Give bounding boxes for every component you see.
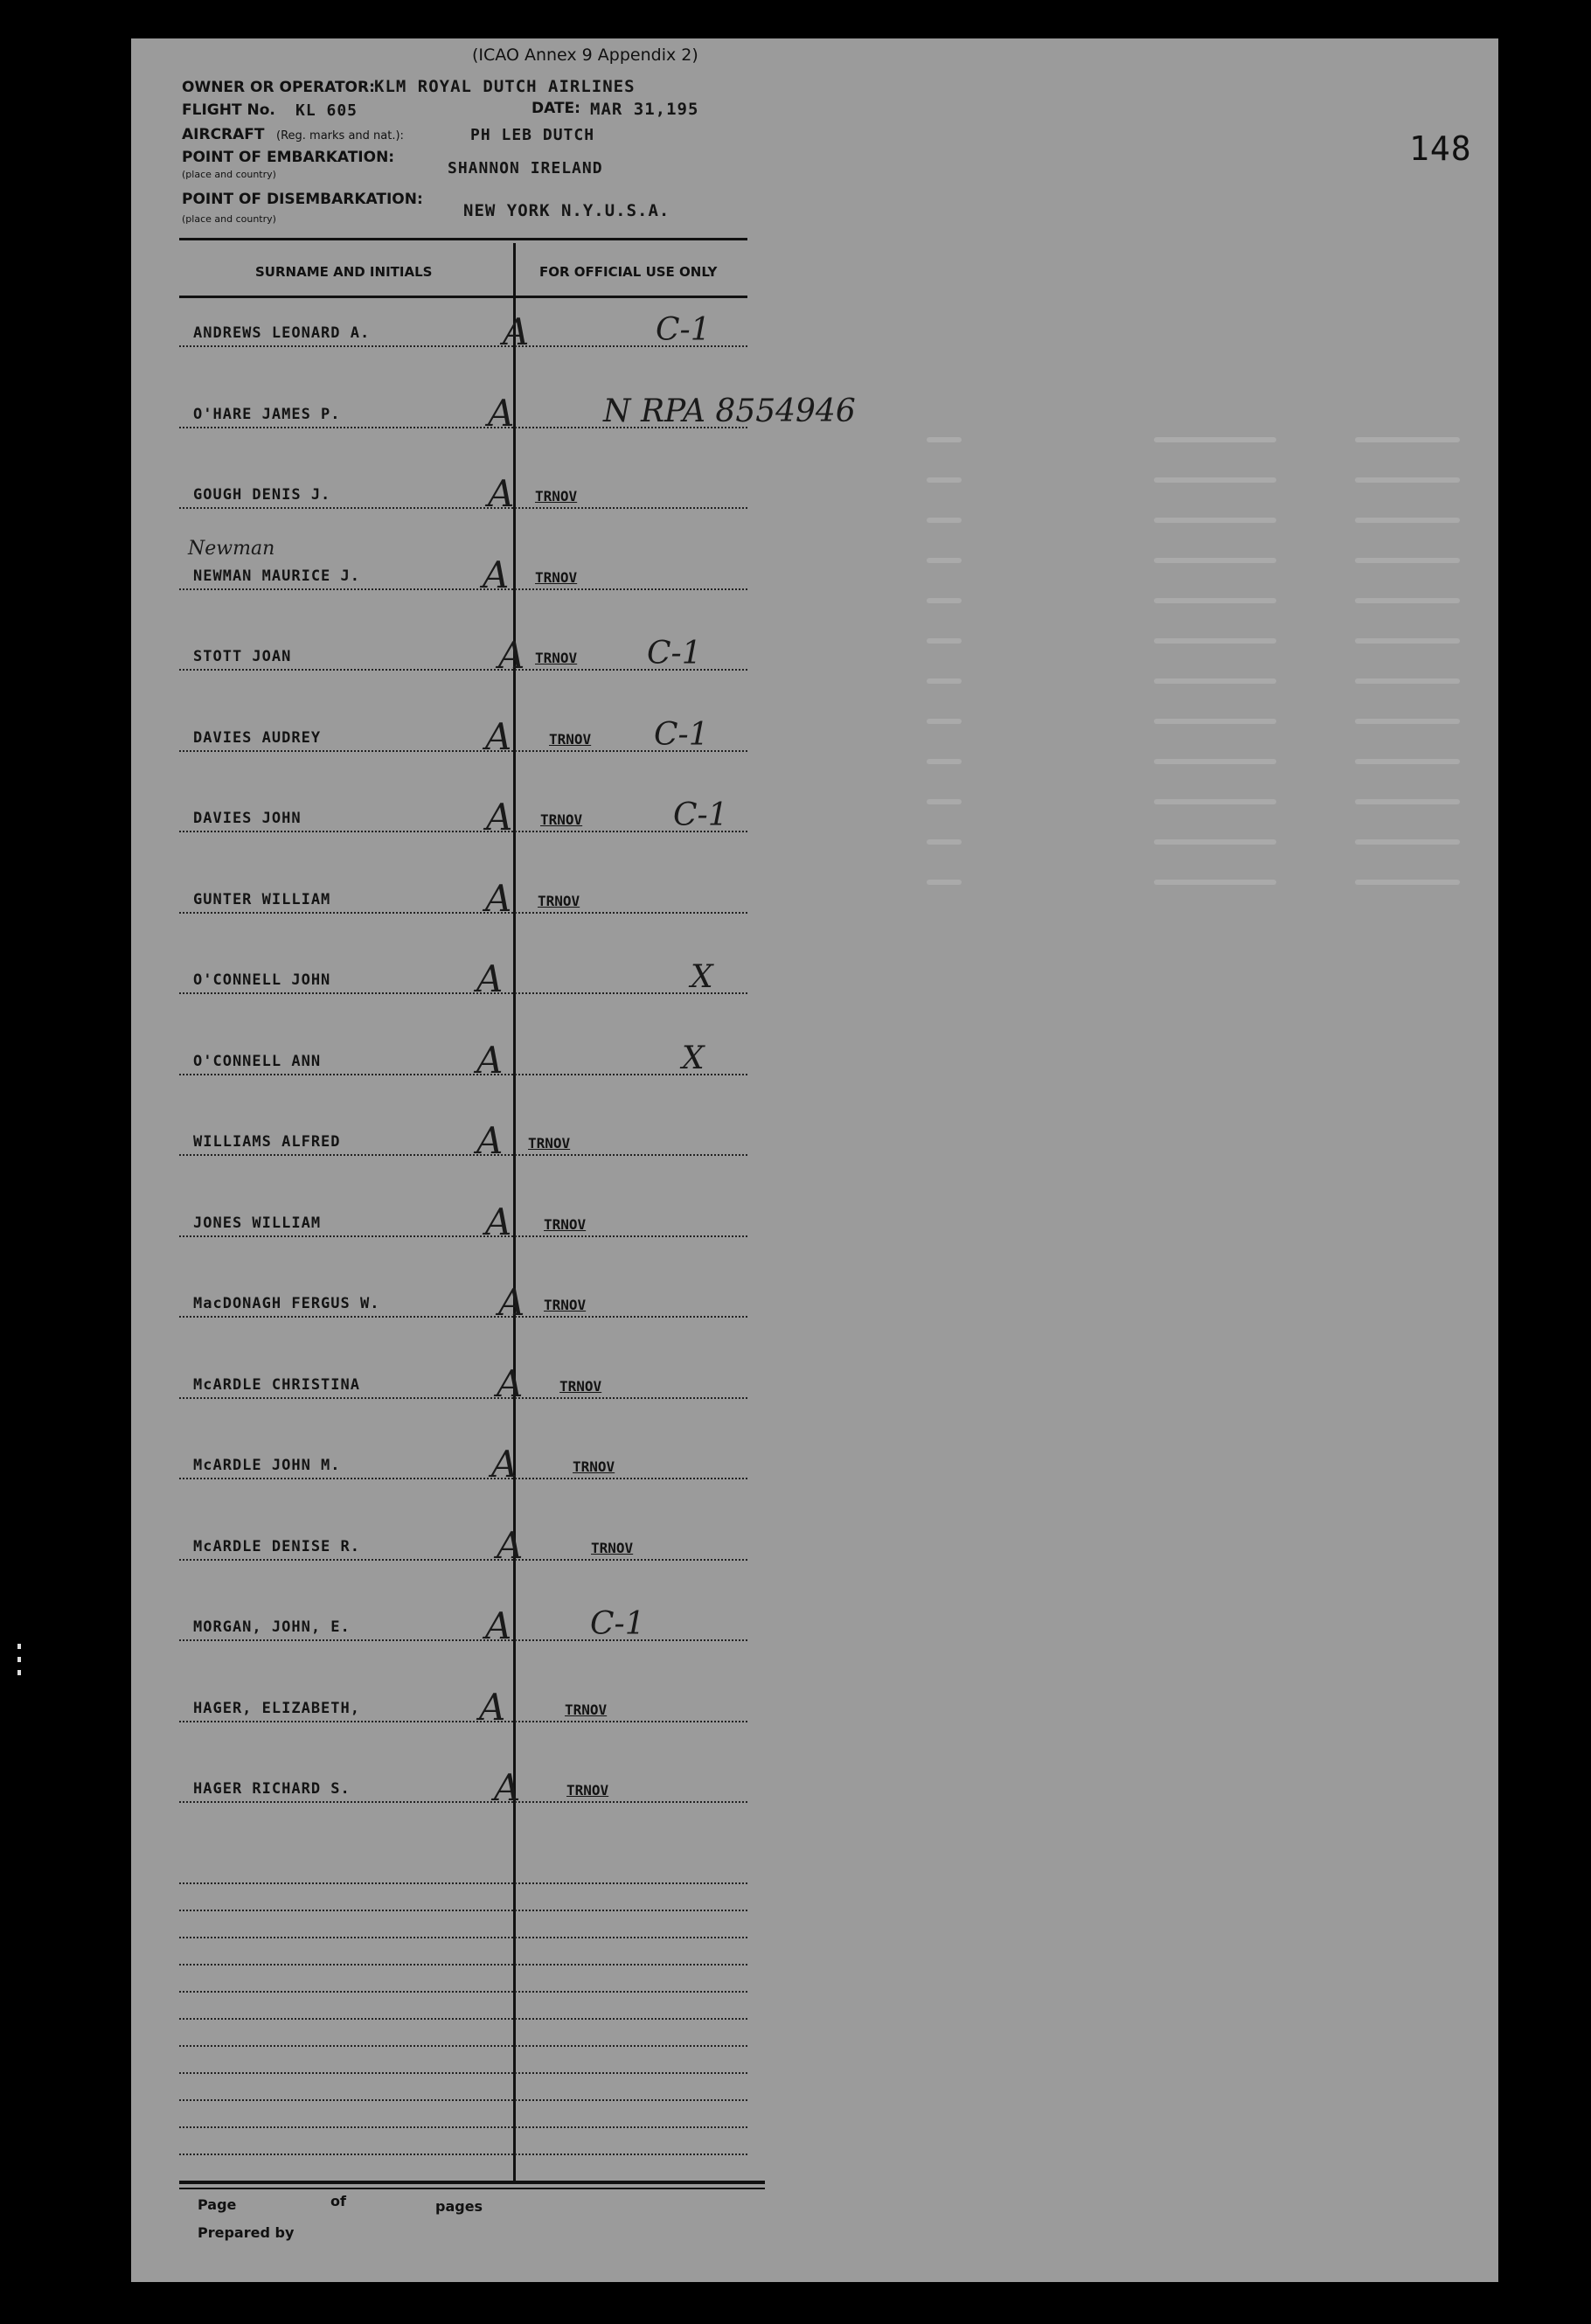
admission-mark: A <box>483 553 510 596</box>
passenger-row <box>179 1030 747 1109</box>
admission-mark: A <box>485 1200 512 1243</box>
passenger-name: HAGER, ELIZABETH, <box>193 1699 360 1717</box>
faded-text-line <box>927 477 962 483</box>
disembarkation-label: POINT OF DISEMBARKATION: <box>182 191 423 208</box>
admission-mark: A <box>498 634 525 677</box>
admission-mark: A <box>491 1443 518 1486</box>
flight-label: FLIGHT No. <box>182 101 275 119</box>
row-dotted-line <box>179 507 747 509</box>
column-header-surname: SURNAME AND INITIALS <box>255 264 433 280</box>
faded-text-line <box>927 598 962 603</box>
blank-dotted-line <box>179 2072 747 2074</box>
page-number: 148 <box>1409 129 1472 168</box>
passenger-name: GUNTER WILLIAM <box>193 890 331 908</box>
blank-dotted-line <box>179 2099 747 2101</box>
passenger-name: MacDONAGH FERGUS W. <box>193 1295 380 1312</box>
faded-text-line <box>1355 799 1460 804</box>
passenger-row <box>179 1515 747 1594</box>
column-header-official-use: FOR OFFICIAL USE ONLY <box>539 264 718 280</box>
bottom-rule <box>179 2181 765 2184</box>
faded-text-line <box>1355 678 1460 684</box>
passenger-row <box>179 787 747 866</box>
flight-value: KL 605 <box>295 101 358 120</box>
blank-dotted-line <box>179 1910 747 1911</box>
faded-text-line <box>1355 719 1460 724</box>
faded-text-line <box>1154 558 1276 563</box>
column-header-rule <box>179 296 747 298</box>
admission-mark: A <box>476 957 504 1000</box>
row-dotted-line <box>179 1559 747 1561</box>
faded-text-line <box>1355 839 1460 845</box>
transit-status: TRNOV <box>559 1377 602 1395</box>
row-dotted-line <box>179 1316 747 1318</box>
faded-text-line <box>1154 880 1276 885</box>
date-label: DATE: <box>531 100 580 117</box>
faded-text-line <box>927 759 962 764</box>
blank-dotted-line <box>179 2126 747 2128</box>
transit-status: TRNOV <box>544 1297 587 1313</box>
faded-text-line <box>1355 558 1460 563</box>
passenger-row <box>179 1757 747 1836</box>
faded-text-line <box>927 518 962 523</box>
admission-mark: A <box>485 1604 512 1647</box>
row-dotted-line <box>179 992 747 994</box>
aircraft-sub-label: (Reg. marks and nat.): <box>276 129 404 143</box>
row-dotted-line <box>179 1397 747 1399</box>
passenger-row <box>179 625 747 704</box>
faded-text-line <box>927 678 962 684</box>
passenger-row <box>179 706 747 785</box>
faded-text-line <box>1355 518 1460 523</box>
blank-dotted-line <box>179 1937 747 1938</box>
admission-mark: A <box>497 1523 524 1567</box>
embarkation-sub-label: (place and country) <box>182 169 276 180</box>
embarkation-label: POINT OF EMBARKATION: <box>182 149 395 166</box>
official-note: X <box>682 1040 705 1076</box>
faded-text-line <box>1355 598 1460 603</box>
passenger-row <box>179 1677 747 1756</box>
faded-text-line <box>1154 598 1276 603</box>
official-note: C-1 <box>673 797 728 833</box>
admission-mark: A <box>476 1038 504 1082</box>
faded-text-line <box>1154 839 1276 845</box>
official-note: C-1 <box>654 716 709 753</box>
admission-mark: A <box>485 876 512 920</box>
transit-status: TRNOV <box>535 650 578 666</box>
passenger-row <box>179 537 747 623</box>
admission-mark: A <box>498 1281 525 1324</box>
row-dotted-line <box>179 1721 747 1722</box>
passenger-name: JONES WILLIAM <box>193 1214 322 1232</box>
passenger-row <box>179 1272 747 1351</box>
passenger-row <box>179 868 747 947</box>
passenger-name: STOTT JOAN <box>193 648 292 665</box>
blank-dotted-line <box>179 2154 747 2155</box>
passenger-name: McARDLE CHRISTINA <box>193 1375 360 1394</box>
faded-text-line <box>927 437 962 442</box>
official-note: X <box>691 959 713 995</box>
blank-dotted-line <box>179 2045 747 2047</box>
annex-reference: (ICAO Annex 9 Appendix 2) <box>472 45 698 65</box>
film-edge-mark <box>17 1657 21 1662</box>
row-dotted-line <box>179 1154 747 1156</box>
faded-text-line <box>1355 638 1460 644</box>
admission-mark: A <box>488 472 515 515</box>
faded-text-line <box>927 799 962 804</box>
header-rule <box>179 238 747 240</box>
passenger-name: ANDREWS LEONARD A. <box>193 324 371 342</box>
owner-value: KLM ROYAL DUTCH AIRLINES <box>374 77 636 96</box>
passenger-name: O'HARE JAMES P. <box>193 405 341 423</box>
passenger-name: WILLIAMS ALFRED <box>193 1133 341 1151</box>
row-dotted-line <box>179 1074 747 1075</box>
passenger-name: McARDLE DENISE R. <box>193 1537 360 1555</box>
official-note: C-1 <box>590 1606 645 1642</box>
faded-text-line <box>1355 880 1460 885</box>
passenger-row <box>179 1192 747 1270</box>
row-dotted-line <box>179 1801 747 1803</box>
row-dotted-line <box>179 1235 747 1237</box>
row-dotted-line <box>179 345 747 347</box>
faded-text-line <box>1154 719 1276 724</box>
passenger-row <box>179 302 747 380</box>
faded-text-line <box>927 880 962 885</box>
transit-status: TRNOV <box>535 568 578 586</box>
transit-status: TRNOV <box>573 1458 615 1475</box>
date-value: MAR 31,195 <box>590 100 699 119</box>
disembarkation-sub-label: (place and country) <box>182 213 276 225</box>
passenger-name: DAVIES JOHN <box>193 810 302 827</box>
row-dotted-line <box>179 912 747 914</box>
transit-status: TRNOV <box>538 892 580 909</box>
transit-status: TRNOV <box>591 1539 634 1556</box>
footer-page-label: Page <box>198 2196 237 2213</box>
official-note: N RPA 8554946 <box>603 393 856 429</box>
footer-of-label: of <box>330 2193 346 2209</box>
passenger-row <box>179 1110 747 1189</box>
faded-text-line <box>927 638 962 644</box>
row-dotted-line <box>179 588 747 590</box>
transit-status: TRNOV <box>535 488 578 504</box>
transit-status: TRNOV <box>566 1782 609 1799</box>
admission-mark: A <box>488 391 515 435</box>
owner-label: OWNER OR OPERATOR: <box>182 79 375 96</box>
faded-text-line <box>1154 799 1276 804</box>
passenger-name: DAVIES AUDREY <box>193 728 322 747</box>
row-dotted-line <box>179 750 747 752</box>
official-note: C-1 <box>656 312 711 348</box>
transit-status: TRNOV <box>565 1701 608 1718</box>
transit-status: TRNOV <box>528 1135 571 1152</box>
handwritten-correction: Newman <box>188 537 275 560</box>
faded-text-line <box>927 719 962 724</box>
bottom-rule-thin <box>179 2188 765 2189</box>
blank-dotted-line <box>179 1964 747 1966</box>
transit-status: TRNOV <box>549 730 592 748</box>
transit-status: TRNOV <box>544 1215 587 1233</box>
row-dotted-line <box>179 427 747 428</box>
passenger-row <box>179 1353 747 1432</box>
admission-mark: A <box>486 796 513 838</box>
blank-dotted-line <box>179 2018 747 2020</box>
official-note: C-1 <box>647 636 702 671</box>
faded-text-line <box>1154 759 1276 764</box>
admission-mark: A <box>503 310 530 353</box>
passenger-name: HAGER RICHARD S. <box>193 1780 351 1798</box>
film-edge-mark <box>17 1670 21 1675</box>
passenger-row <box>179 383 856 462</box>
row-dotted-line <box>179 1639 747 1641</box>
faded-text-line <box>1154 678 1276 684</box>
passenger-row <box>179 463 747 542</box>
transit-status: TRNOV <box>540 811 583 828</box>
aircraft-label: AIRCRAFT <box>182 126 265 143</box>
faded-text-line <box>1355 759 1460 764</box>
row-dotted-line <box>179 669 747 671</box>
admission-mark: A <box>479 1685 506 1729</box>
row-dotted-line <box>179 1478 747 1479</box>
faded-text-line <box>1355 437 1460 442</box>
passenger-name: O'CONNELL JOHN <box>193 971 331 989</box>
admission-mark: A <box>494 1766 521 1809</box>
faded-text-line <box>1154 437 1276 442</box>
passenger-name: McARDLE JOHN M. <box>193 1457 341 1474</box>
passenger-name: GOUGH DENIS J. <box>193 486 331 504</box>
row-dotted-line <box>179 831 747 832</box>
passenger-row <box>179 949 747 1027</box>
faded-text-line <box>927 839 962 845</box>
disembarkation-value: NEW YORK N.Y.U.S.A. <box>463 201 670 220</box>
passenger-name: O'CONNELL ANN <box>193 1052 322 1070</box>
faded-text-line <box>1355 477 1460 483</box>
passenger-row <box>179 1434 747 1513</box>
faded-text-line <box>1154 477 1276 483</box>
blank-dotted-line <box>179 1991 747 1993</box>
footer-prepared-by-label: Prepared by <box>198 2224 295 2241</box>
admission-mark: A <box>497 1361 524 1405</box>
passenger-row <box>179 1596 747 1674</box>
admission-mark: A <box>485 714 512 758</box>
embarkation-value: SHANNON IRELAND <box>448 159 603 177</box>
faded-text-line <box>1154 518 1276 523</box>
film-edge-mark <box>17 1644 21 1649</box>
passenger-name: NEWMAN MAURICE J. <box>193 567 360 585</box>
passenger-name: MORGAN, JOHN, E. <box>193 1618 351 1636</box>
faded-text-line <box>1154 638 1276 644</box>
aircraft-value: PH LEB DUTCH <box>470 126 595 144</box>
admission-mark: A <box>476 1119 504 1162</box>
blank-dotted-line <box>179 1882 747 1884</box>
faded-text-line <box>927 558 962 563</box>
faded-bleed-through-table <box>909 437 1512 936</box>
footer-pages-label: pages <box>435 2198 483 2215</box>
